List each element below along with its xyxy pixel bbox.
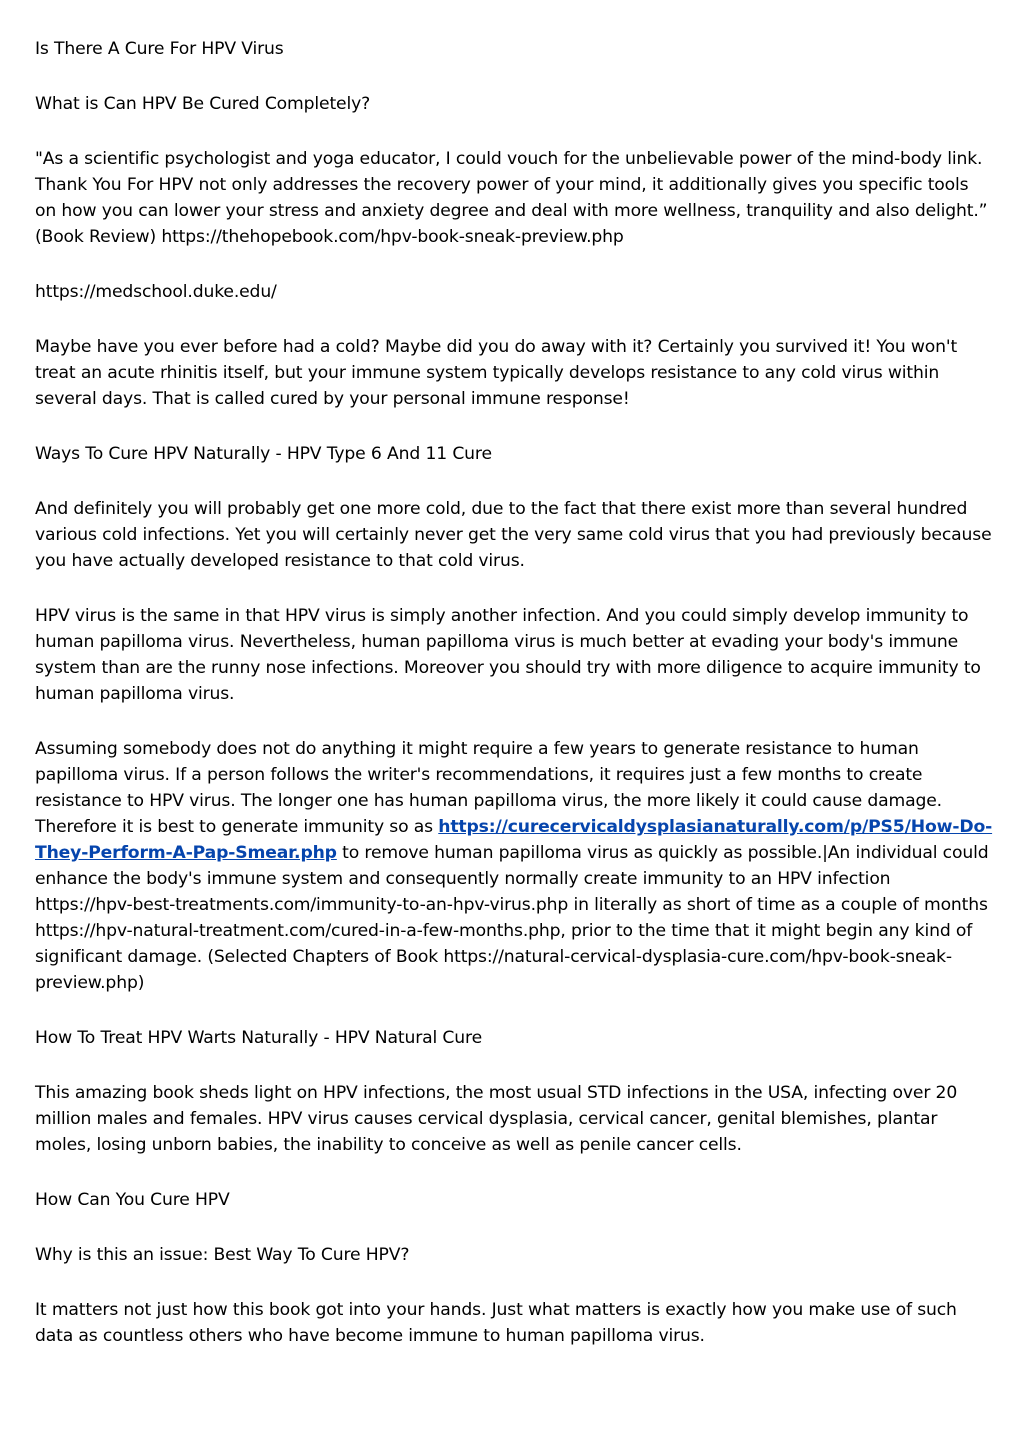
heading-can-hpv-be-cured: What is Can HPV Be Cured Completely? <box>35 94 371 114</box>
heading-treat-warts: How To Treat HPV Warts Naturally - HPV Natural Cure <box>35 1028 482 1048</box>
heading-how-can-you-cure: How Can You Cure HPV <box>35 1190 230 1210</box>
paragraph-book-sheds-light: This amazing book sheds light on HPV infections, the most usual STD infections in the USA, infecting over 20 million males and females. HPV virus causes cervical dysplasia, cervical cancer, genital blemishes, plantar moles, losing unborn babies, the inability to conceive as well as penile cancer cells. <box>35 1083 958 1155</box>
heading-cure-hpv-virus: Is There A Cure For HPV Virus <box>35 39 284 59</box>
document-page <box>35 36 993 1378</box>
paragraph-another-cold: And definitely you will probably get one more cold, due to the fact that there exist more than several hundred various cold infections. Yet you will certainly never get the very same cold virus that you had previously because you have actually developed resistance to that cold virus. <box>35 499 992 571</box>
paragraph-immunity-text-before: Assuming somebody does not do anything it might require a few years to generate resistance to human papilloma virus. If a person follows the writer's recommendations, it requires just a few months to create resistance to HPV virus. The longer one has human papilloma virus, the more likely it could cause damage. Therefore it is best to generate immunity so as <box>35 739 942 837</box>
paragraph-duke-url: https://medschool.duke.edu/ <box>35 282 277 302</box>
paragraph-it-matters: It matters not just how this book got into your hands. Just what matters is exactly how you make use of such data as countless others who have become immune to human papilloma virus. <box>35 1300 957 1346</box>
paragraph-immunity-with-link <box>35 736 993 996</box>
paragraph-book-review: "As a scientific psychologist and yoga educator, I could vouch for the unbelievable power of the mind-body link. Thank You For HPV not only addresses the recovery power of your mind, it additionally gives you specific tools on how you can lower your stress and anxiety degree and deal with more wellness, tranquility and also delight.” (Book Review) https://thehopebook.com/hpv-book-sneak-preview.php <box>35 149 988 247</box>
heading-why-issue: Why is this an issue: Best Way To Cure HPV? <box>35 1245 410 1265</box>
heading-ways-to-cure: Ways To Cure HPV Naturally - HPV Type 6 And 11 Cure <box>35 444 492 464</box>
paragraph-cold-analogy: Maybe have you ever before had a cold? Maybe did you do away with it? Certainly you survived it! You won't treat an acute rhinitis itself, but your immune system typically develops resistance to any cold virus within several days. That is called cured by your personal immune response! <box>35 337 958 409</box>
pap-smear-link[interactable]: https://curecervicaldysplasianaturally.com/p/PS5/How-Do-They-Perform-A-Pap-Smear.php <box>35 817 993 863</box>
paragraph-hpv-same: HPV virus is the same in that HPV virus is simply another infection. And you could simply develop immunity to human papilloma virus. Nevertheless, human papilloma virus is much better at evading your body's immune system than are the runny nose infections. Moreover you should try with more diligence to acquire immunity to human papilloma virus. <box>35 606 981 704</box>
paragraph-immunity-text-after: to remove human papilloma virus as quickly as possible.|An individual could enhance the body's immune system and consequently normally create immunity to an HPV infection https://hpv-best-treatments.com/immunity-to-an-hpv-virus.php in literally as short of time as a couple of months https://hpv-natural-treatment.com/cured-in-a-few-months.php, prior to the time that it might begin any kind of significant damage. (Selected Chapters of Book https://natural-cervical-dysplasia-cure.com/hpv-book-sneak-preview.php) <box>35 843 989 993</box>
